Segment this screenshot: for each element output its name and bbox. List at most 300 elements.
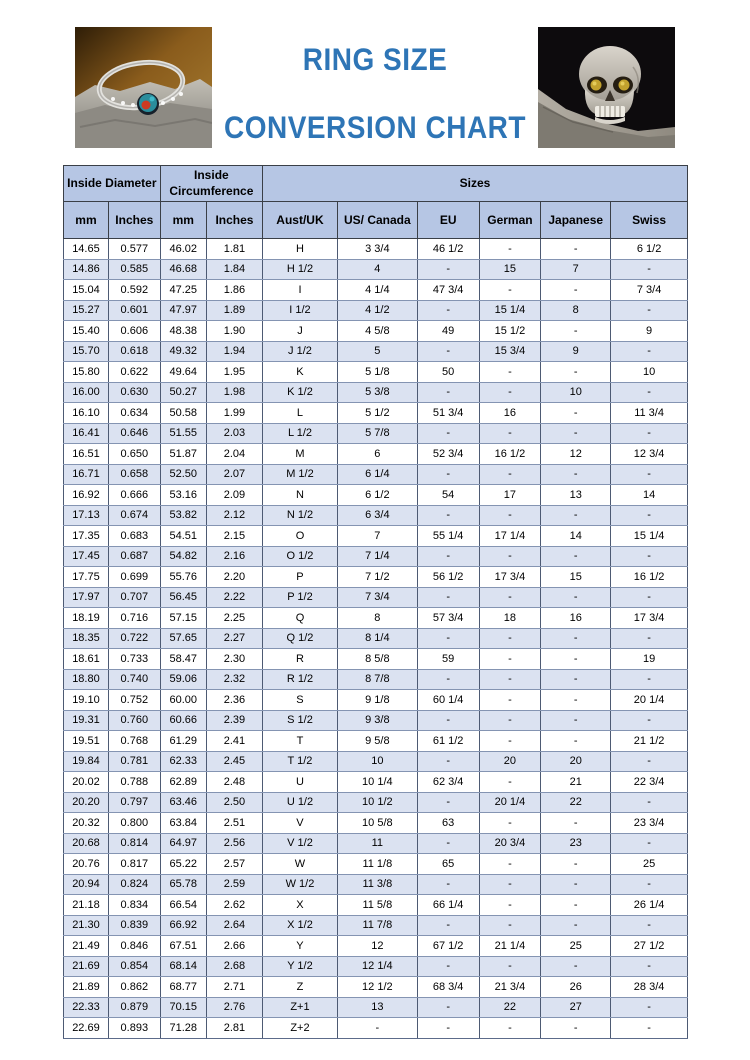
table-cell: 53.16 [160,485,206,506]
table-cell: 26 [541,977,611,998]
column-header-cell: German [479,202,541,239]
table-cell: 19.51 [64,731,109,752]
table-cell: V [263,813,338,834]
table-cell: 17.75 [64,567,109,588]
table-cell: - [417,669,479,690]
table-cell: 0.839 [108,915,160,936]
skull-ring-photo-art [538,27,675,148]
table-cell: 71.28 [160,1018,206,1039]
table-cell: - [541,854,611,875]
table-cell: W [263,854,338,875]
table-cell: - [417,259,479,280]
table-cell: 60 1/4 [417,690,479,711]
table-cell: - [611,587,688,608]
table-cell: - [541,690,611,711]
column-header-cell: mm [160,202,206,239]
table-row [64,895,688,916]
table-cell: Z+1 [263,997,338,1018]
table-row [64,382,688,403]
table-cell: 23 3/4 [611,813,688,834]
table-cell: 0.788 [108,772,160,793]
table-cell: 65 [417,854,479,875]
table-cell: 22.33 [64,997,109,1018]
table-cell: 52.50 [160,464,206,485]
table-cell: - [611,341,688,362]
table-cell: 47.25 [160,280,206,301]
table-cell: 10 [541,382,611,403]
table-cell: 65.78 [160,874,206,895]
table-cell: - [417,997,479,1018]
table-cell: - [479,587,541,608]
table-cell: 17 [479,485,541,506]
table-cell: - [541,710,611,731]
table-row [64,669,688,690]
table-cell: 55 1/4 [417,526,479,547]
table-cell: 52 3/4 [417,444,479,465]
table-cell: 2.27 [206,628,262,649]
table-cell: 15 1/4 [479,300,541,321]
table-row [64,731,688,752]
table-cell: 21 1/4 [479,936,541,957]
table-cell: 22 [541,792,611,813]
table-cell: X [263,895,338,916]
table-cell: 10 5/8 [337,813,417,834]
table-row [64,874,688,895]
table-cell: 3 3/4 [337,239,417,260]
table-row [64,813,688,834]
table-cell: 0.618 [108,341,160,362]
table-cell: 6 3/4 [337,505,417,526]
table-cell: - [479,505,541,526]
table-cell: S [263,690,338,711]
table-cell: - [417,300,479,321]
table-cell: - [479,895,541,916]
table-cell: - [541,423,611,444]
table-cell: 0.666 [108,485,160,506]
table-cell: 0.634 [108,403,160,424]
table-cell: 16.10 [64,403,109,424]
table-cell: 2.36 [206,690,262,711]
table-row [64,710,688,731]
table-cell: 50 [417,362,479,383]
table-cell: 18.35 [64,628,109,649]
table-cell: R 1/2 [263,669,338,690]
table-cell: 0.606 [108,321,160,342]
table-cell: - [611,628,688,649]
table-cell: 12 1/2 [337,977,417,998]
table-cell: 17.13 [64,505,109,526]
table-cell: 2.15 [206,526,262,547]
table-cell: - [541,1018,611,1039]
table-cell: - [479,280,541,301]
table-row [64,526,688,547]
table-cell: N 1/2 [263,505,338,526]
group-header-cell: Inside Diameter [64,166,161,202]
table-cell: 12 1/4 [337,956,417,977]
table-cell: 10 [611,362,688,383]
table-cell: - [479,772,541,793]
table-row [64,690,688,711]
table-cell: K 1/2 [263,382,338,403]
table-row [64,341,688,362]
table-cell: 16.41 [64,423,109,444]
table-cell: 5 1/2 [337,403,417,424]
table-cell: - [611,382,688,403]
table-cell: 1.90 [206,321,262,342]
table-row [64,628,688,649]
table-row [64,649,688,670]
table-cell: 20.94 [64,874,109,895]
table-cell: - [541,505,611,526]
table-cell: 2.68 [206,956,262,977]
table-cell: 49 [417,321,479,342]
table-cell: 17.45 [64,546,109,567]
table-cell: N [263,485,338,506]
table-cell: 10 1/2 [337,792,417,813]
table-cell: 27 1/2 [611,936,688,957]
table-cell: 20 [541,751,611,772]
table-cell: L 1/2 [263,423,338,444]
column-header-row [64,202,688,239]
table-cell: 46.02 [160,239,206,260]
table-cell: - [417,956,479,977]
table-cell: 17.97 [64,587,109,608]
table-cell: Q 1/2 [263,628,338,649]
table-cell: - [541,239,611,260]
table-cell: 47 3/4 [417,280,479,301]
table-cell: - [417,382,479,403]
table-cell: 22.69 [64,1018,109,1039]
table-row [64,546,688,567]
table-cell: 2.22 [206,587,262,608]
table-cell: - [541,813,611,834]
table-cell: - [417,751,479,772]
table-cell: - [541,731,611,752]
table-cell: 27 [541,997,611,1018]
table-cell: 1.86 [206,280,262,301]
table-cell: 2.62 [206,895,262,916]
table-cell: 11 7/8 [337,915,417,936]
table-cell: 8 [337,608,417,629]
table-cell: 2.51 [206,813,262,834]
table-cell: O [263,526,338,547]
table-cell: 1.89 [206,300,262,321]
table-cell: - [417,341,479,362]
table-cell: 25 [611,854,688,875]
table-row [64,239,688,260]
table-cell: 21 3/4 [479,977,541,998]
table-cell: W 1/2 [263,874,338,895]
ring-photo [75,27,212,148]
table-row [64,936,688,957]
table-cell: - [541,587,611,608]
table-row [64,464,688,485]
table-cell: - [541,280,611,301]
table-cell: 20.20 [64,792,109,813]
table-cell: 11 [337,833,417,854]
table-cell: 22 3/4 [611,772,688,793]
table-cell: 15.27 [64,300,109,321]
table-cell: 68.14 [160,956,206,977]
table-cell: 4 1/2 [337,300,417,321]
table-cell: - [541,649,611,670]
table-cell: 15.80 [64,362,109,383]
table-cell: 0.824 [108,874,160,895]
table-cell: - [479,710,541,731]
table-cell: I [263,280,338,301]
table-row [64,444,688,465]
table-cell: 16.00 [64,382,109,403]
table-cell: 47.97 [160,300,206,321]
table-cell: 1.81 [206,239,262,260]
table-cell: O 1/2 [263,546,338,567]
table-cell: 51.87 [160,444,206,465]
table-row [64,362,688,383]
table-cell: 2.32 [206,669,262,690]
table-cell: 0.650 [108,444,160,465]
table-cell: - [611,669,688,690]
table-cell: 20 3/4 [479,833,541,854]
table-cell: - [479,423,541,444]
table-cell: 2.59 [206,874,262,895]
table-cell: 63.84 [160,813,206,834]
table-cell: 9 [541,341,611,362]
table-row [64,956,688,977]
table-body [64,239,688,1039]
table-cell: - [479,915,541,936]
table-cell: 11 3/8 [337,874,417,895]
table-cell: 2.30 [206,649,262,670]
table-cell: 64.97 [160,833,206,854]
table-cell: P [263,567,338,588]
table-cell: 51.55 [160,423,206,444]
table-cell: 48.38 [160,321,206,342]
table-cell: 13 [337,997,417,1018]
table-cell: 12 [337,936,417,957]
table-cell: 21.18 [64,895,109,916]
table-cell: 2.12 [206,505,262,526]
table-cell: 0.585 [108,259,160,280]
table-cell: 22 [479,997,541,1018]
table-cell: 2.25 [206,608,262,629]
table-cell: 2.41 [206,731,262,752]
table-cell: 68 3/4 [417,977,479,998]
table-cell: - [611,915,688,936]
table-cell: 15.04 [64,280,109,301]
ring-photo-art [75,27,212,148]
table-cell: R [263,649,338,670]
table-cell: 0.622 [108,362,160,383]
table-cell: 0.797 [108,792,160,813]
table-cell: - [611,874,688,895]
table-cell: 15 [479,259,541,280]
table-cell: 0.752 [108,690,160,711]
table-cell: 6 1/2 [611,239,688,260]
table-cell: 0.800 [108,813,160,834]
table-cell: 21.89 [64,977,109,998]
table-cell: - [611,956,688,977]
table-cell: - [611,423,688,444]
table-cell: 66.54 [160,895,206,916]
table-cell: 11 1/8 [337,854,417,875]
table-cell: H [263,239,338,260]
table-cell: J [263,321,338,342]
table-cell: - [541,669,611,690]
table-cell: 58.47 [160,649,206,670]
table-cell: 0.687 [108,546,160,567]
table-row [64,608,688,629]
group-header-row [64,166,688,202]
table-cell: 13 [541,485,611,506]
table-cell: 68.77 [160,977,206,998]
column-header-cell: mm [64,202,109,239]
table-cell: 8 5/8 [337,649,417,670]
table-cell: - [479,628,541,649]
table-cell: 67 1/2 [417,936,479,957]
table-cell: - [479,874,541,895]
table-cell: - [541,362,611,383]
table-cell: 2.64 [206,915,262,936]
table-cell: 54 [417,485,479,506]
table-cell: 16.92 [64,485,109,506]
table-cell: Q [263,608,338,629]
table-cell: 0.893 [108,1018,160,1039]
table-cell: 0.707 [108,587,160,608]
table-cell: - [611,300,688,321]
table-cell: 1.99 [206,403,262,424]
column-header-cell: Aust/UK [263,202,338,239]
table-cell: - [611,751,688,772]
table-cell: 16 [541,608,611,629]
table-cell: 2.03 [206,423,262,444]
table-row [64,259,688,280]
group-header-cell: Inside Circumference [160,166,262,202]
table-cell: - [541,895,611,916]
table-cell: 21.69 [64,956,109,977]
table-cell: 53.82 [160,505,206,526]
table-cell: - [417,505,479,526]
table-cell: 16 1/2 [479,444,541,465]
table-cell: 7 [337,526,417,547]
table-cell: 7 3/4 [611,280,688,301]
table-cell: 15 [541,567,611,588]
table-cell: 67.51 [160,936,206,957]
table-row [64,854,688,875]
table-cell: 2.48 [206,772,262,793]
table-cell: 9 5/8 [337,731,417,752]
table-row [64,280,688,301]
table-cell: 16.51 [64,444,109,465]
table-cell: 12 [541,444,611,465]
table-cell: 7 1/4 [337,546,417,567]
table-cell: - [417,915,479,936]
table-row [64,977,688,998]
table-cell: - [417,464,479,485]
table-row [64,423,688,444]
table-cell: - [611,997,688,1018]
table-cell: 1.94 [206,341,262,362]
table-cell: 19.10 [64,690,109,711]
table-cell: 49.32 [160,341,206,362]
table-cell: 15 1/2 [479,321,541,342]
table-cell: 14 [541,526,611,547]
table-cell: 20 1/4 [611,690,688,711]
table-cell: 2.16 [206,546,262,567]
table-cell: M 1/2 [263,464,338,485]
table-cell: 8 7/8 [337,669,417,690]
table-cell: 6 1/2 [337,485,417,506]
table-cell: 56 1/2 [417,567,479,588]
table-cell: T [263,731,338,752]
table-cell: 2.66 [206,936,262,957]
table-row [64,505,688,526]
table-cell: 15.40 [64,321,109,342]
table-cell: 26 1/4 [611,895,688,916]
table-cell: - [479,1018,541,1039]
table-cell: 10 [337,751,417,772]
table-cell: - [417,423,479,444]
table-cell: 2.45 [206,751,262,772]
column-header-cell: EU [417,202,479,239]
table-cell: 0.814 [108,833,160,854]
table-cell: M [263,444,338,465]
table-cell: 2.76 [206,997,262,1018]
table-row [64,567,688,588]
table-cell: Z+2 [263,1018,338,1039]
table-cell: 5 [337,341,417,362]
table-cell: 17 1/4 [479,526,541,547]
column-header-cell: Japanese [541,202,611,239]
table-cell: 1.84 [206,259,262,280]
table-cell: 21.30 [64,915,109,936]
table-cell: - [611,833,688,854]
conversion-table [63,165,688,1039]
table-cell: 8 1/4 [337,628,417,649]
table-cell: 14 [611,485,688,506]
table-cell: - [417,1018,479,1039]
table-cell: 2.39 [206,710,262,731]
table-cell: 25 [541,936,611,957]
table-row [64,833,688,854]
table-cell: P 1/2 [263,587,338,608]
table-cell: - [479,669,541,690]
table-cell: - [611,505,688,526]
table-cell: 0.834 [108,895,160,916]
table-row [64,751,688,772]
table-cell: 18.80 [64,669,109,690]
table-cell: 63.46 [160,792,206,813]
table-cell: 57 3/4 [417,608,479,629]
table-cell: 5 3/8 [337,382,417,403]
table-cell: - [479,464,541,485]
table-cell: 19.84 [64,751,109,772]
table-cell: 9 1/8 [337,690,417,711]
table-cell: - [417,710,479,731]
table-cell: - [417,587,479,608]
column-header-cell: US/ Canada [337,202,417,239]
table-cell: - [479,546,541,567]
column-header-cell: Inches [108,202,160,239]
table-cell: 17 3/4 [479,567,541,588]
table-cell: 0.646 [108,423,160,444]
table-cell: - [479,649,541,670]
table-cell: 0.658 [108,464,160,485]
table-cell: 56.45 [160,587,206,608]
table-cell: S 1/2 [263,710,338,731]
table-cell: 2.81 [206,1018,262,1039]
table-cell: 2.09 [206,485,262,506]
table-cell: 20 1/4 [479,792,541,813]
